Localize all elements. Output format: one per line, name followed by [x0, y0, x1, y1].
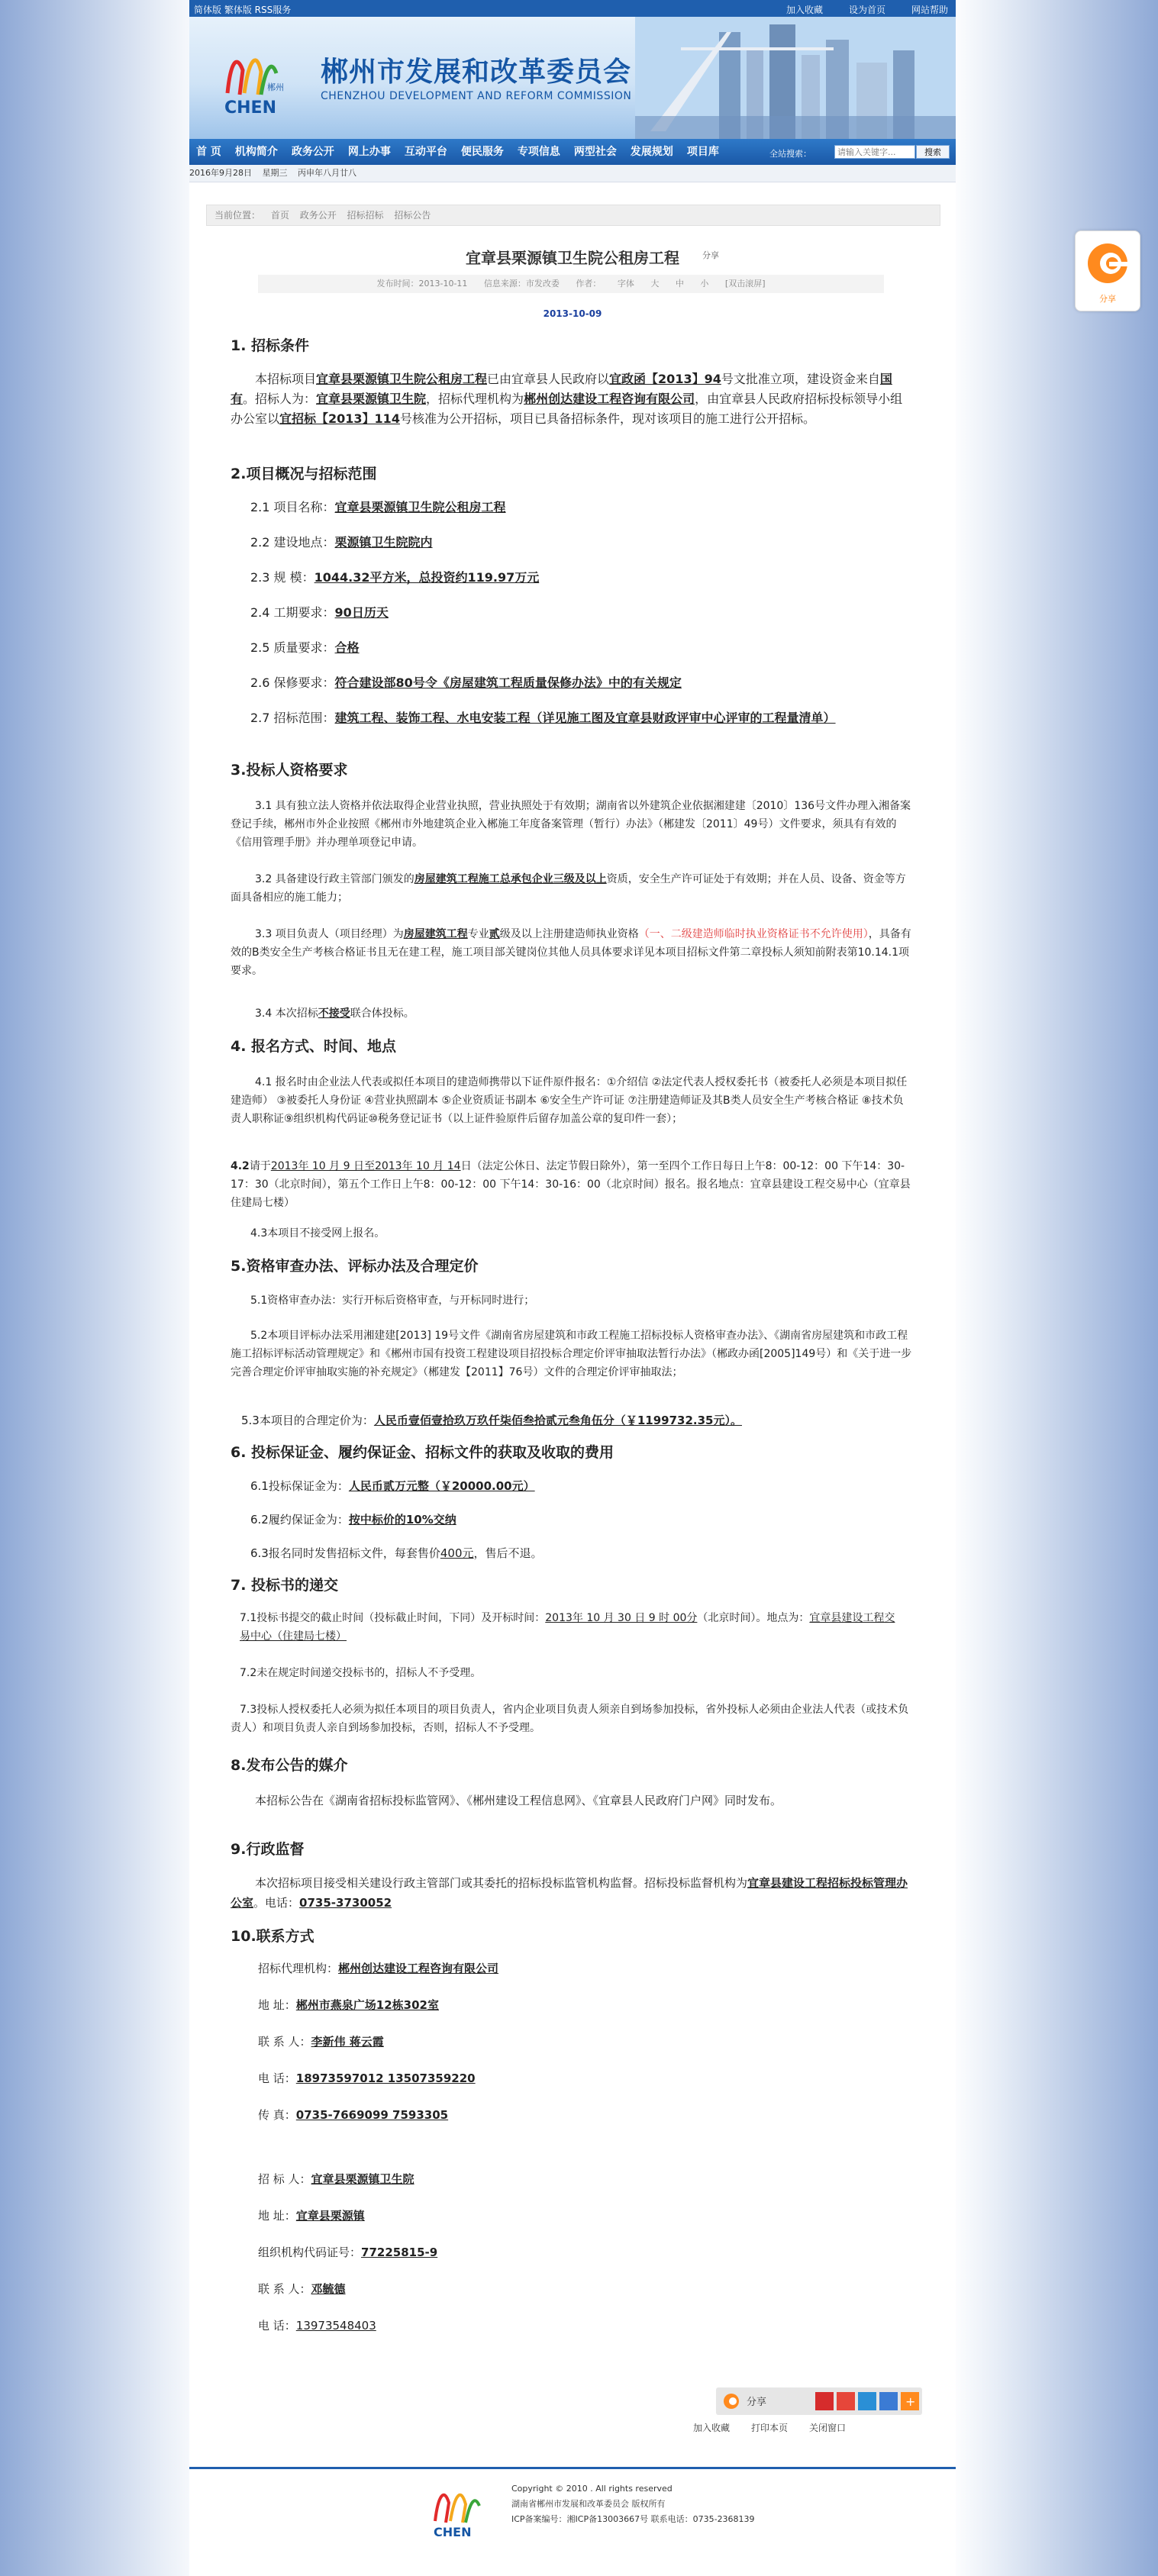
- section-3-1: 3.1 具有独立法人资格并依法取得企业营业执照，营业执照处于有效期；湖南省以外建筑企业依据湘建建〔2010〕136号文件办理入湘备案登记手续，郴州市外企业按照《郴州市外地建筑企业入郴施工年度备案管理（暂行）办法》（郴建发〔2011〕49号）文件要求，须具有有效的《信用管理手册》并办理单项登记申请。: [231, 800, 911, 849]
- copyright-line: Copyright © 2010 . All rights reserved: [511, 2484, 673, 2494]
- section-7-2: 7.2未在规定时间递交投标书的，招标人不予受理。: [240, 1667, 482, 1679]
- site-title-en: CHENZHOU DEVELOPMENT AND REFORM COMMISSION: [321, 90, 632, 102]
- section-5-title: 5.资格审查办法、评标办法及合理定价: [231, 1258, 479, 1275]
- print-page-link[interactable]: 打印本页: [751, 2423, 789, 2433]
- section-3-title: 3.投标人资格要求: [231, 762, 348, 779]
- article-title: 宜章县栗源镇卫生院公租房工程: [466, 249, 679, 267]
- section-4-1: 4.1 报名时由企业法人代表或拟任本项目的建造师携带以下证件原件报名：①介绍信 ②法定代表人授权委托书（被委托人必须是本项目拟任建造师） ③被委托人身份证 ④营业执照副本 ⑤企业资质证书副本 ⑥安全生产许可证 ⑦注册建造师证及其B类人员安全生产考核合格证 ⑧技术负责人职称证⑨组织机构代码证⑩税务登记证书（以上证件验原件后留存加盖公章的复印件一套）；: [231, 1076, 908, 1125]
- project-warranty-row: 2.6 保修要求：符合建设部80号令《房屋建筑工程质量保修办法》中的有关规定: [250, 675, 682, 690]
- section-5-3: 5.3本项目的合理定价为：人民币壹佰壹拾玖万玖仟柒佰叁拾贰元叁角伍分（￥1199732.35元）。: [241, 1414, 742, 1427]
- site-logo-icon: [214, 40, 298, 124]
- publish-time: 发布时间：2013-10-11: [376, 279, 468, 289]
- add-favorite-link[interactable]: 加入收藏: [785, 5, 823, 15]
- section-6-3: 6.3报名同时发售招标文件，每套售价400元，售后不退。: [250, 1546, 543, 1560]
- article-date: 2013-10-09: [543, 308, 602, 319]
- bottom-links: [693, 2421, 846, 2434]
- info-source: 信息来源：市发改委: [483, 279, 560, 289]
- nav-public-service[interactable]: 便民服务: [460, 146, 504, 158]
- svg-text:CHEN: CHEN: [434, 2525, 472, 2539]
- site-title: 郴州市发展和改革委员会: [321, 56, 632, 88]
- agent-address-row: 地 址：郴州市燕泉广场12栋302室: [258, 1998, 439, 2012]
- section-6-1: 6.1投标保证金为：人民币贰万元整（￥20000.00元）: [250, 1479, 535, 1493]
- section-6-2: 6.2履约保证金为：按中标价的10%交纳: [250, 1513, 456, 1527]
- project-name-row: 2.1 项目名称：宜章县栗源镇卫生院公租房工程: [250, 500, 506, 514]
- owner-name-row: 招 标 人：宜章县栗源镇卫生院: [258, 2172, 414, 2186]
- font-size-medium[interactable]: 中: [675, 279, 684, 289]
- section-6-title: 6. 投标保证金、履约保证金、招标文件的获取及收取的费用: [231, 1444, 614, 1461]
- owner-line: 湖南省郴州市发展和改革委员会 版权所有: [511, 2499, 666, 2509]
- section-4-2: 4.2请于2013年 10 月 9 日至2013年 10 月 14日（法定公休日、法定节假日除外），第一至四个工作日每日上午8：00-12：00 下午14：30-17：30（北京时间），第五个工作日上午8：00-12：00 下午14：30-16：00（北京时间）报名。报名地点：宜章县建设工程交易中心（宜章县住建局七楼）: [231, 1160, 911, 1209]
- section-9-title: 9.行政监督: [231, 1841, 305, 1858]
- project-location-row: 2.2 建设地点：栗源镇卫生院院内: [250, 535, 433, 550]
- nav-interaction[interactable]: 互动平台: [404, 146, 447, 158]
- close-window-link[interactable]: 关闭窗口: [809, 2423, 847, 2433]
- agent-name-row: 招标代理机构：郴州创达建设工程咨询有限公司: [258, 1962, 499, 1975]
- section-3-3: 3.3 项目负责人（项目经理）为房屋建筑工程专业贰级及以上注册建造师执业资格（一、二级建造师临时执业资格证书不允许使用），具备有效的B类安全生产考核合格证书且无在建工程，施工项目部关键岗位其他人员具体要求详见本项目招标文件第二章投标人须知前附表第10.14.1项要求。: [231, 928, 911, 977]
- project-scale-row: 2.3 规 模：1044.32平方米，总投资约119.97万元: [250, 570, 540, 585]
- footer-logo-icon: [427, 2480, 496, 2541]
- font-size-small[interactable]: 小: [700, 279, 709, 289]
- top-strip: [189, 0, 956, 17]
- section-2-title: 2.项目概况与招标范围: [231, 466, 377, 482]
- section-7-title: 7. 投标书的递交: [231, 1577, 339, 1594]
- section-8-body: 本招标公告在《湖南省招标投标监管网》、《郴州建设工程信息网》、《宜章县人民政府门户网》同时发布。: [255, 1794, 782, 1807]
- icp-line: ICP备案编号：湘ICP备13003667号 联系电话：0735-2368139: [511, 2514, 755, 2524]
- section-1-body: 本招标项目宜章县栗源镇卫生院公租房工程已由宜章县人民政府以宜政函【2013】94号文批准立项，建设资金来自国有。招标人为：宜章县栗源镇卫生院，招标代理机构为郴州创达建设工程咨询有限公司，由宜章县人民政府招标投标领导小组办公室以宜招标【2013】114号核准为公开招标，项目已具备招标条件，现对该项目的施工进行公开招标。: [231, 372, 903, 426]
- bottom-share-bar: [716, 2387, 922, 2415]
- lunar-date-text: 丙申年八月廿八: [298, 168, 356, 178]
- search-label: 全站搜索：: [769, 149, 811, 159]
- section-7-1: 7.1投标书提交的截止时间（投标截止时间，下同）及开标时间：2013年 10 月 30 日 9 时 00分（北京时间）。地点为：宜章县建设工程交易中心（住建局七楼）: [240, 1612, 895, 1643]
- agent-phone-row: 电 话：18973597012 13507359220: [258, 2071, 476, 2085]
- section-5-2: 5.2本项目评标办法采用湘建建[2013] 19号文件《湖南省房屋建筑和市政工程施工招标投标人资格审查办法》、《湖南省房屋建筑和市政工程施工招标评标活动管理规定》和《郴州市国有投资工程建设项目招投标合理定价评审抽取法暂行办法》（郴政办函[2005]149号）和《关于进一步完善合理定价评审抽取实施的补充规定》（郴建发【2011】76号）文件的合理定价评审抽取法；: [231, 1330, 912, 1378]
- city-skyline-image: [635, 17, 956, 139]
- nav-special-info[interactable]: 专项信息: [517, 146, 560, 158]
- section-7-3: 7.3投标人授权委托人必须为拟任本项目的项目负责人，省内企业项目负责人须亲自到场参加投标，省外投标人必须由企业法人代表（或技术负责人）和项目负责人亲自到场参加投标，否则，招标人不予受理。: [231, 1704, 909, 1734]
- search-button[interactable]: 搜索: [916, 145, 950, 159]
- breadcrumb-bidding[interactable]: 招标招标: [347, 210, 384, 221]
- floating-share-widget[interactable]: [1075, 231, 1140, 311]
- date-bar: [189, 165, 956, 182]
- project-duration-row: 2.4 工期要求：90日历天: [250, 605, 389, 620]
- footer: [189, 2469, 956, 2576]
- add-favorite-bottom[interactable]: 加入收藏: [693, 2423, 731, 2433]
- svg-text:+: +: [905, 2394, 916, 2409]
- nav-about[interactable]: 机构简介: [234, 146, 278, 158]
- owner-org-code-row: 组织机构代码证号：77225815-9: [258, 2246, 438, 2259]
- breadcrumb-home[interactable]: 首页: [270, 210, 289, 221]
- header-banner: [189, 17, 956, 139]
- help-link[interactable]: 网站帮助: [911, 5, 948, 15]
- nav-online-service[interactable]: 网上办事: [347, 146, 391, 158]
- weekday-text: 星期三: [262, 168, 288, 178]
- share-icons: [716, 2387, 922, 2415]
- language-links[interactable]: 简体版 繁体版 RSS服务: [194, 5, 292, 15]
- svg-text:分享: 分享: [747, 2397, 767, 2408]
- project-quality-row: 2.5 质量要求：合格: [250, 640, 360, 655]
- share-logo-icon: [1076, 231, 1140, 295]
- nav-home[interactable]: 首 页: [196, 146, 221, 158]
- svg-text:郴州: 郴州: [267, 82, 284, 92]
- article-meta: [258, 275, 884, 293]
- owner-address-row: 地 址：宜章县栗源镇: [258, 2209, 365, 2223]
- set-homepage-link[interactable]: 设为首页: [848, 5, 885, 15]
- owner-phone-row: 电 话：13973548403: [258, 2319, 376, 2333]
- search-input[interactable]: [834, 145, 915, 159]
- floating-share-label: 分享: [1099, 294, 1116, 304]
- author: 作者：: [576, 279, 602, 289]
- nav-planning[interactable]: 发展规划: [630, 146, 673, 158]
- agent-contact-row: 联 系 人：李新伟 蒋云霞: [258, 2035, 384, 2049]
- auto-scroll[interactable]: [双击滚屏]: [724, 279, 766, 289]
- svg-text:CHEN: CHEN: [224, 98, 276, 118]
- section-3-2: 3.2 具备建设行政主管部门颁发的房屋建筑工程施工总承包企业三级及以上资质，安全生产许可证处于有效期；并在人员、设备、资金等方面具备相应的施工能力；: [231, 873, 906, 904]
- owner-contact-row: 联 系 人：邓毓德: [258, 2282, 346, 2296]
- breadcrumb-gov[interactable]: 政务公开: [299, 210, 337, 221]
- section-9-body: 本次招标项目接受相关建设行政主管部门或其委托的招标投标监管机构监督。招标投标监督机构为宜章县建设工程招标投标管理办公室。电话：0735-3730052: [231, 1876, 908, 1910]
- nav-project-db[interactable]: 项目库: [686, 146, 719, 158]
- share-small-button[interactable]: 分享: [702, 250, 719, 260]
- section-10-title: 10.联系方式: [231, 1928, 314, 1945]
- section-4-3: 4.3本项目不接受网上报名。: [250, 1227, 385, 1240]
- project-scope-row: 2.7 招标范围：建筑工程、装饰工程、水电安装工程（详见施工图及宜章县财政评审中心评审的工程量清单）: [250, 711, 836, 725]
- section-8-title: 8.发布公告的媒介: [231, 1757, 348, 1774]
- section-1-title: 1. 招标条件: [231, 337, 310, 354]
- nav-two-type[interactable]: 两型社会: [573, 146, 617, 158]
- breadcrumb: [206, 205, 940, 226]
- font-size-label: 字体: [617, 279, 634, 289]
- section-3-4: 3.4 本次招标不接受联合体投标。: [255, 1008, 414, 1020]
- nav-gov-affairs[interactable]: 政务公开: [291, 146, 334, 158]
- breadcrumb-label: 当前位置：: [215, 210, 261, 221]
- section-5-1: 5.1资格审查办法：实行开标后资格审查，与开标同时进行；: [250, 1294, 535, 1307]
- font-size-large[interactable]: 大: [650, 279, 660, 289]
- agent-fax-row: 传 真：0735-7669099 7593305: [258, 2108, 449, 2122]
- section-4-title: 4. 报名方式、时间、地点: [231, 1038, 397, 1055]
- date-text: 2016年9月28日: [189, 168, 252, 178]
- page-container: [189, 0, 956, 2576]
- main-nav: [189, 139, 956, 165]
- breadcrumb-notice[interactable]: 招标公告: [394, 210, 431, 221]
